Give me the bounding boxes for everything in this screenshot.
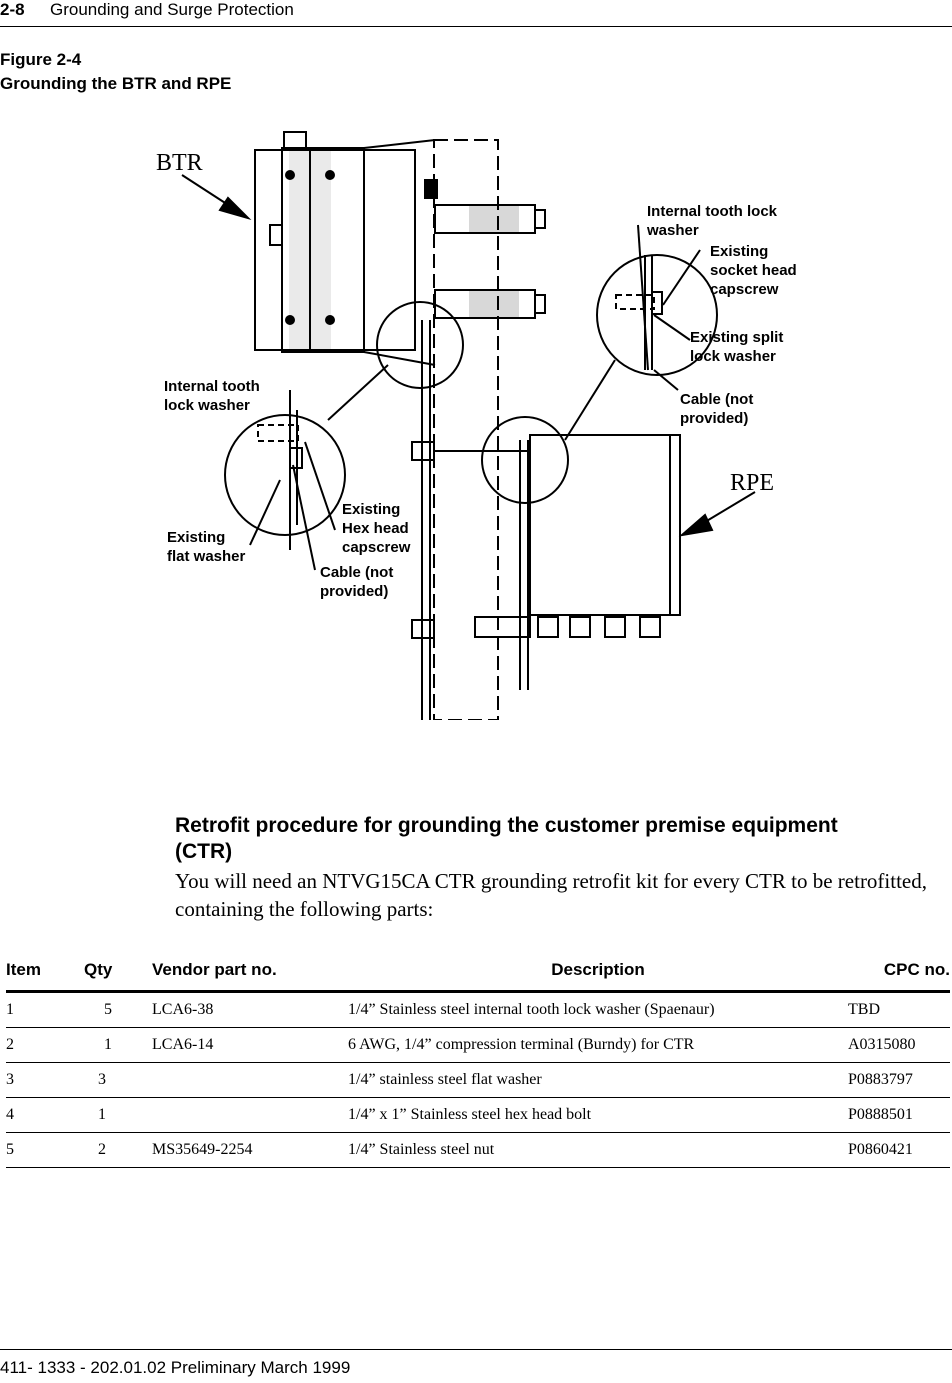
rpe-unit: [412, 435, 680, 690]
upper-bolts: [425, 180, 545, 318]
label-existing-split-lock-washer: Existing split lock washer: [690, 329, 784, 365]
rpe-label: RPE: [730, 470, 775, 496]
table-row: [6, 1098, 950, 1133]
cell-vendor: [152, 1063, 348, 1098]
col-header-description: Description: [348, 950, 848, 992]
detail-circle-rpe: [482, 417, 568, 503]
cell-cpc: P0883797: [848, 1063, 950, 1098]
cell-vendor: LCA6-14: [152, 1028, 348, 1063]
label-existing-hex-head-capscrew: Existing Hex head capscrew: [342, 501, 411, 556]
cell-vendor: MS35649-2254: [152, 1133, 348, 1168]
cell-vendor: LCA6-38: [152, 992, 348, 1028]
diagram-drawing: [150, 120, 950, 720]
label-existing-flat-washer: Existing flat washer: [167, 529, 246, 565]
label-existing-socket-head-capscrew: Existing socket head capscrew: [710, 243, 797, 298]
detail-circle-btr: [377, 302, 463, 388]
table-row: [6, 1133, 950, 1168]
cell-item: 2: [6, 1028, 84, 1063]
cell-item: 1: [6, 992, 84, 1028]
table-row: [6, 1028, 950, 1063]
figure-number: Figure 2-4: [0, 50, 82, 69]
cell-description: 1/4” x 1” Stainless steel hex head bolt: [348, 1098, 848, 1133]
section-body: You will need an NTVG15CA CTR grounding retrofit kit for every CTR to be retrofitted, containing the following parts:: [175, 869, 928, 921]
table-row: [6, 992, 950, 1028]
label-internal-tooth-lock-washer-right: Internal tooth lock washer: [647, 203, 778, 239]
cell-cpc: P0888501: [848, 1098, 950, 1133]
label-internal-tooth-lock-washer-left: Internal tooth lock washer: [164, 378, 260, 414]
cell-cpc: A0315080: [848, 1028, 950, 1063]
page-number: 2-8: [0, 0, 25, 19]
cell-description: 6 AWG, 1/4” compression terminal (Burndy) for CTR: [348, 1028, 848, 1063]
cell-qty: 2: [84, 1133, 152, 1168]
col-header-cpc: CPC no.: [848, 950, 950, 992]
col-header-vendor: Vendor part no.: [152, 950, 348, 992]
label-cable-not-provided-right: Cable (not provided): [680, 391, 754, 427]
table-row: [6, 1063, 950, 1098]
cell-item: 3: [6, 1063, 84, 1098]
cell-qty: 1: [84, 1028, 152, 1063]
grounding-diagram: [150, 120, 950, 720]
section-title: Grounding and Surge Protection: [50, 0, 294, 19]
table-header-row: [6, 950, 950, 992]
cell-description: 1/4” Stainless steel nut: [348, 1133, 848, 1168]
cell-item: 4: [6, 1098, 84, 1133]
col-header-item: Item: [6, 950, 84, 992]
page-footer: [0, 1349, 952, 1378]
cell-vendor: [152, 1098, 348, 1133]
cell-description: 1/4” stainless steel flat washer: [348, 1063, 848, 1098]
cell-description: 1/4” Stainless steel internal tooth lock washer (Spaenaur): [348, 992, 848, 1028]
parts-table: [6, 950, 950, 1168]
footer-text: 411- 1333 - 202.01.02 Preliminary March 1999: [0, 1358, 351, 1377]
cell-qty: 3: [84, 1063, 152, 1098]
cell-cpc: P0860421: [848, 1133, 950, 1168]
detail-circle-left: [225, 415, 345, 535]
page-header: [0, 0, 952, 27]
cell-item: 5: [6, 1133, 84, 1168]
cell-qty: 1: [84, 1098, 152, 1133]
label-cable-not-provided-left: Cable (not provided): [320, 564, 394, 600]
btr-unit: [255, 132, 435, 365]
section-heading: Retrofit procedure for grounding the customer premise equipment (CTR): [175, 814, 838, 863]
col-header-qty: Qty: [84, 950, 152, 992]
btr-label: BTR: [156, 150, 203, 176]
figure-title: Grounding the BTR and RPE: [0, 74, 232, 93]
figure-caption: [0, 48, 231, 96]
cell-cpc: TBD: [848, 992, 950, 1028]
cell-qty: 5: [84, 992, 152, 1028]
